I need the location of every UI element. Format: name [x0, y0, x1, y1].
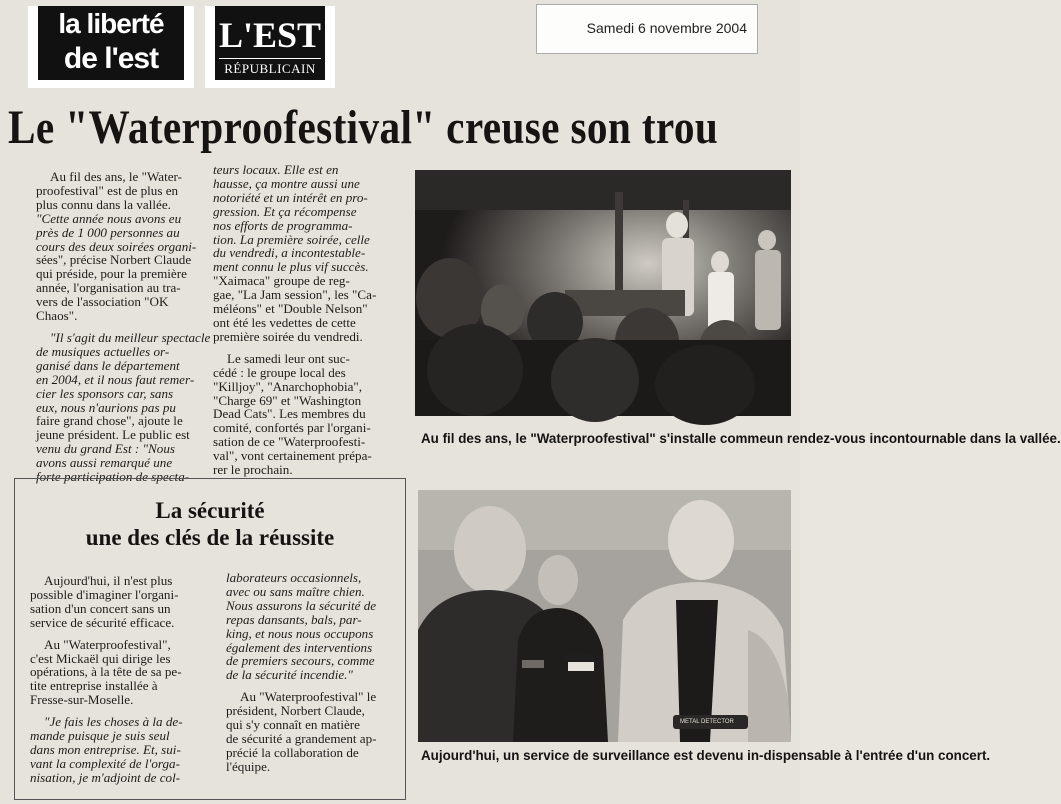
- security-photo-image: [418, 490, 791, 742]
- text-line: en 2004, et il nous faut remer-: [36, 371, 195, 387]
- text-line: c'est Mickaël qui dirige les: [30, 650, 171, 666]
- text-line: de premiers secours, comme: [226, 653, 375, 669]
- security-photo-caption: [421, 747, 990, 764]
- text-line: sation de ce "Waterproofesti-: [213, 434, 366, 450]
- est-republicain-logo: [205, 6, 335, 88]
- text-line: plus connu dans la vallée.: [36, 196, 171, 212]
- text-line: faire grand chose", ajoute le: [36, 413, 183, 429]
- text-line: teurs locaux. Elle est en: [213, 162, 339, 177]
- security-badge-left: [522, 660, 544, 668]
- text-line: avons aussi remarqué une: [36, 455, 173, 471]
- text-line: "Killjoy", "Anarchophobia",: [213, 378, 363, 394]
- text-line: nos efforts de programma-: [213, 217, 353, 233]
- text-line: qui s'y connaît en matière: [226, 717, 360, 733]
- text-line: service de sécurité efficace.: [30, 614, 175, 630]
- headline: Le "Waterproofestival" creuse son trou: [8, 101, 719, 154]
- text-line: cours des deux soirées organi-: [36, 238, 197, 254]
- text-line: opérations, à la tête de sa pe-: [30, 664, 182, 680]
- text-line: tite entreprise installée à: [30, 678, 158, 694]
- text-line: vers de l'association "OK: [36, 294, 169, 310]
- security-subhead-1: La sécurité: [155, 498, 265, 523]
- text-line: avec ou sans maître chien.: [226, 583, 365, 599]
- text-line: Le samedi leur ont suc-: [227, 350, 350, 366]
- text-line: première soirée du vendredi.: [213, 328, 363, 344]
- text-line: hausse, ça montre aussi une: [213, 175, 360, 191]
- text-line: notoriété et un intérêt en pro-: [213, 189, 368, 205]
- text-line: année, l'organisation au tra-: [36, 280, 181, 296]
- text-line: de sécurité a grandement ap-: [226, 730, 377, 746]
- text-line: méléons" et "Double Nelson": [213, 301, 368, 317]
- text-line: Au fil des ans, le "Waterproofestival" s'installe comme: [421, 431, 767, 446]
- text-line: près de 1 000 personnes au: [36, 224, 180, 240]
- text-line: Au fil des ans, le "Water-: [50, 169, 183, 184]
- text-line: cier les sponsors car, sans: [36, 385, 174, 401]
- article-column-2: [213, 163, 376, 477]
- security-column-1: [30, 574, 183, 785]
- text-line: Aujourd'hui, un service de surveillance est devenu in-: [421, 748, 764, 763]
- text-line: forte participation de specta-: [36, 469, 190, 485]
- text-line: laborateurs occasionnels,: [226, 570, 362, 585]
- text-line: Dead Cats". Les membres du: [213, 406, 366, 422]
- text-line: Chaos".: [36, 308, 78, 324]
- text-line: possible d'imaginer l'organi-: [30, 586, 179, 602]
- concert-photo-image: [415, 170, 791, 416]
- security-subhead-2: une des clés de la réussite: [85, 525, 335, 550]
- text-line: "Charge 69" et "Washington: [213, 392, 362, 408]
- text-line: un rendez-vous incontournable dans la vallée.: [766, 431, 1061, 446]
- text-line: Aujourd'hui, il n'est plus: [44, 573, 173, 588]
- text-line: dans mon entreprise. Et, sui-: [30, 741, 181, 757]
- text-line: eux, nous n'aurions pas pu: [36, 399, 176, 415]
- text-line: Nous assurons la sécurité de: [226, 597, 377, 613]
- text-line: sées", précise Norbert Claude: [36, 252, 192, 268]
- text-line: proofestival" est de plus en: [36, 182, 179, 198]
- text-line: Au "Waterproofestival",: [44, 636, 171, 652]
- text-line: gae, "La Jam session", les "Ca-: [213, 287, 377, 303]
- logo-line-1: la liberté: [58, 8, 164, 39]
- security-column-2: [226, 571, 377, 774]
- liberte-de-lest-logo: [28, 6, 194, 88]
- concert-photo-caption: [421, 430, 1061, 447]
- text-line: de la sécurité incendie.": [226, 667, 353, 683]
- text-line: tion. La première soirée, celle: [213, 231, 370, 247]
- text-line: "Cette année nous avons eu: [36, 210, 182, 226]
- text-line: de musiques actuelles or-: [36, 343, 170, 359]
- date-box: [536, 4, 758, 54]
- text-line: king, et nous nous occupons: [226, 625, 374, 641]
- text-line: gression. Et ça récompense: [213, 203, 357, 219]
- detector-text: METAL DETECTOR: [680, 719, 734, 725]
- text-line: président, Norbert Claude,: [226, 703, 365, 719]
- text-line: "Je fais les choses à la de-: [44, 714, 183, 730]
- logo-est: L'EST: [218, 15, 322, 55]
- logo-line-2: de l'est: [63, 42, 159, 75]
- text-line: qui préside, pour la première: [36, 266, 187, 282]
- text-line: "Xaimaca" groupe de reg-: [213, 273, 350, 289]
- security-photo: [418, 490, 791, 742]
- text-line: dispensable à l'entrée d'un concert.: [763, 748, 991, 763]
- text-line: jeune président. Le public est: [36, 427, 190, 443]
- date-text: Samedi 6 novembre 2004: [586, 20, 747, 36]
- text-line: ont été les vedettes de cette: [213, 314, 356, 330]
- text-line: "Il s'agit du meilleur spectacle: [50, 329, 211, 345]
- text-line: l'équipe.: [226, 758, 271, 774]
- text-line: Au "Waterproofestival" le: [240, 689, 377, 705]
- text-line: également des interventions: [226, 639, 373, 655]
- logo-republicain: RÉPUBLICAIN: [219, 58, 321, 77]
- concert-photo: [415, 170, 791, 416]
- text-line: mande puisque je suis seul: [30, 728, 170, 744]
- text-line: cédé : le groupe local des: [213, 364, 346, 380]
- text-line: précié la collaboration de: [226, 744, 359, 760]
- text-line: Fresse-sur-Moselle.: [30, 692, 134, 708]
- text-line: venu du grand Est : "Nous: [36, 441, 175, 457]
- text-line: nisation, je m'adjoint de col-: [30, 769, 181, 785]
- text-line: comité, confortés par l'organi-: [213, 420, 371, 436]
- article-column-1: [36, 170, 210, 484]
- text-line: ganisé dans le département: [36, 357, 180, 373]
- text-line: repas dansants, bals, par-: [226, 611, 362, 627]
- text-line: ment connu le plus vif succès.: [213, 259, 369, 275]
- badge-text: SÉCURITÉ: [564, 656, 595, 662]
- text-line: du vendredi, a incontestable-: [213, 245, 366, 261]
- text-line: vant la complexité de l'orga-: [30, 755, 180, 771]
- text-line: rer le prochain.: [213, 462, 293, 478]
- text-line: val", vont certainement prépa-: [213, 448, 372, 464]
- text-line: sation d'un concert sans un: [30, 600, 171, 616]
